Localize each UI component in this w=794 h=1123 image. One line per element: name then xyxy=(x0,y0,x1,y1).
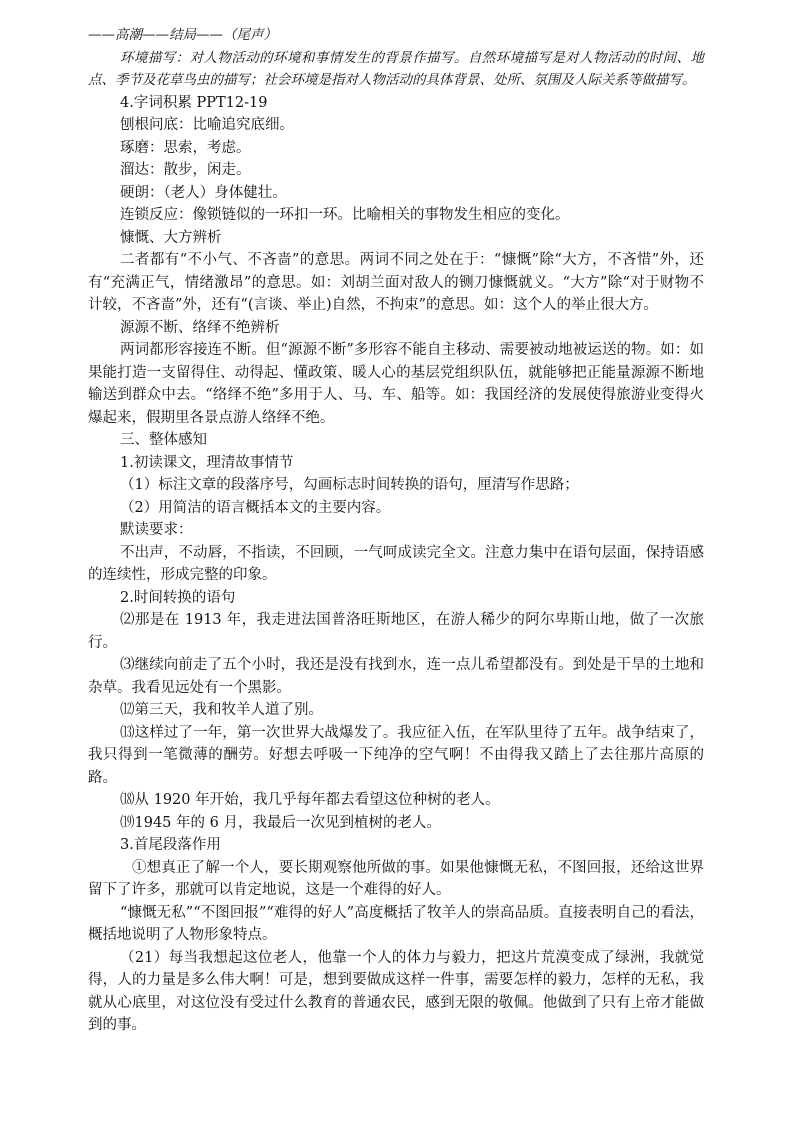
vocabulary-item: 硬朗：（老人）身体健壮。 xyxy=(120,184,287,201)
vocabulary-item: 连锁反应：像锁链似的一环扣一环。比喻相关的事物发生相应的变化。 xyxy=(120,207,570,223)
subheading: 默读要求： xyxy=(120,522,193,538)
vocabulary-item: 溜达：散步，闲走。 xyxy=(120,162,251,178)
section-heading: 三、整体感知 xyxy=(120,432,207,448)
quote-paragraph: ⑶继续向前走了五个小时，我还是没有找到水，连一点儿希望都没有。到处是干旱的土地和杂草。我看见远处有一个黑影。 xyxy=(88,657,704,696)
body-paragraph: 不出声，不动唇，不指读，不回顾，一气呵成读完全文。注意力集中在语句层面，保持语感的连续性，形成完整的印象。 xyxy=(88,544,704,583)
section-heading: 1.初读课文，理清故事情节 xyxy=(120,454,294,471)
quote-paragraph: ⒀这样过了一年，第一次世界大战爆发了。我应征入伍，在军队里待了五年。战争结束了，我只得到一笔微薄的酬劳。好想去呼吸一下纯净的空气啊！不由得我又踏上了去往那片高原的路。 xyxy=(88,724,704,786)
subheading: 慷慨、大方辨析 xyxy=(120,229,222,246)
environment-description-paragraph: 环境描写：对人物活动的环境和事情发生的背景作描写。自然环境描写是对人物活动的时间、地点、季节及花草鸟虫的描写；社会环境是指对人物活动的具体背景、处所、氛围及人际关系等做描写。 xyxy=(88,49,704,88)
quote-paragraph: ⑿第三天，我和牧羊人道了别。 xyxy=(120,702,323,718)
quote-paragraph: ①想真正了解一个人，要长期观察他所做的事。如果他慷慨无私，不图回报，还给这世界留下了许多，那就可以肯定地说，这是一个难得的好人。 xyxy=(88,859,704,898)
quote-paragraph: （21）每当我想起这位老人，他靠一个人的体力与毅力，把这片荒漠变成了绿洲，我就觉得，人的力量是多么伟大啊！可是，想到要做成这样一件事，需要怎样的毅力，怎样的无私，我就从心底里，对这位没有受过什么教育的普通农民，感到无限的敬佩。他做到了只有上帝才能做到的事。 xyxy=(88,949,704,1033)
vocabulary-item: 刨根问底：比喻追究底细。 xyxy=(120,117,294,133)
quote-paragraph: ⒅从 1920 年开始，我几乎每年都去看望这位种树的老人。 xyxy=(120,792,500,808)
body-paragraph: 二者都有“不小气、不吝啬”的意思。两词不同之处在于：“慷慨”除“大方，不吝惜”外，还有“充满正气，情绪激昂”的意思。如：刘胡兰面对敌人的铡刀慷慨就义。“大方”除“对于财物不计较，不吝啬”外，还有“(言谈、举止)自然，不拘束”的意思。如：这个人的举止很大方。 xyxy=(88,252,704,313)
body-paragraph: “慷慨无私”“不图回报”“难得的好人”高度概括了牧羊人的崇高品质。直接表明自己的看法，概括地说明了人物形象特点。 xyxy=(88,904,704,943)
document-body xyxy=(88,24,704,1037)
body-paragraph: 两词都形容接连不断。但“源源不断”多形容不能自主移动、需要被动地被运送的物。如：如果能打造一支留得住、动得起、懂政策、暖人心的基层党组织队伍，就能够把正能量源源不断地输送到群众中去。“络绎不绝”多用于人、马、车、船等。如：我国经济的发展使得旅游业变得火爆起来，假期里各景点游人络绎不绝。 xyxy=(88,342,704,426)
quote-paragraph: ⑵那是在 1913 年，我走进法国普洛旺斯地区，在游人稀少的阿尔卑斯山地，做了一次旅行。 xyxy=(88,612,704,651)
section-heading: 4.字词积累 PPT12-19 xyxy=(120,94,268,111)
section-heading: 2.时间转换的语句 xyxy=(120,589,236,606)
section-heading: 3.首尾段落作用 xyxy=(120,837,221,853)
quote-paragraph: ⒆1945 年的 6 月，我最后一次见到植树的老人。 xyxy=(120,814,441,831)
vocabulary-item: 琢磨：思索，考虑。 xyxy=(120,139,251,156)
task-item: （2）用简洁的语言概括本文的主要内容。 xyxy=(120,499,391,516)
structure-line: ——高潮——结局——（尾声） xyxy=(88,27,277,43)
task-item: （1）标注文章的段落序号，勾画标志时间转换的语句，厘清写作思路； xyxy=(120,477,579,493)
subheading: 源源不断、络绎不绝辨析 xyxy=(120,319,280,336)
